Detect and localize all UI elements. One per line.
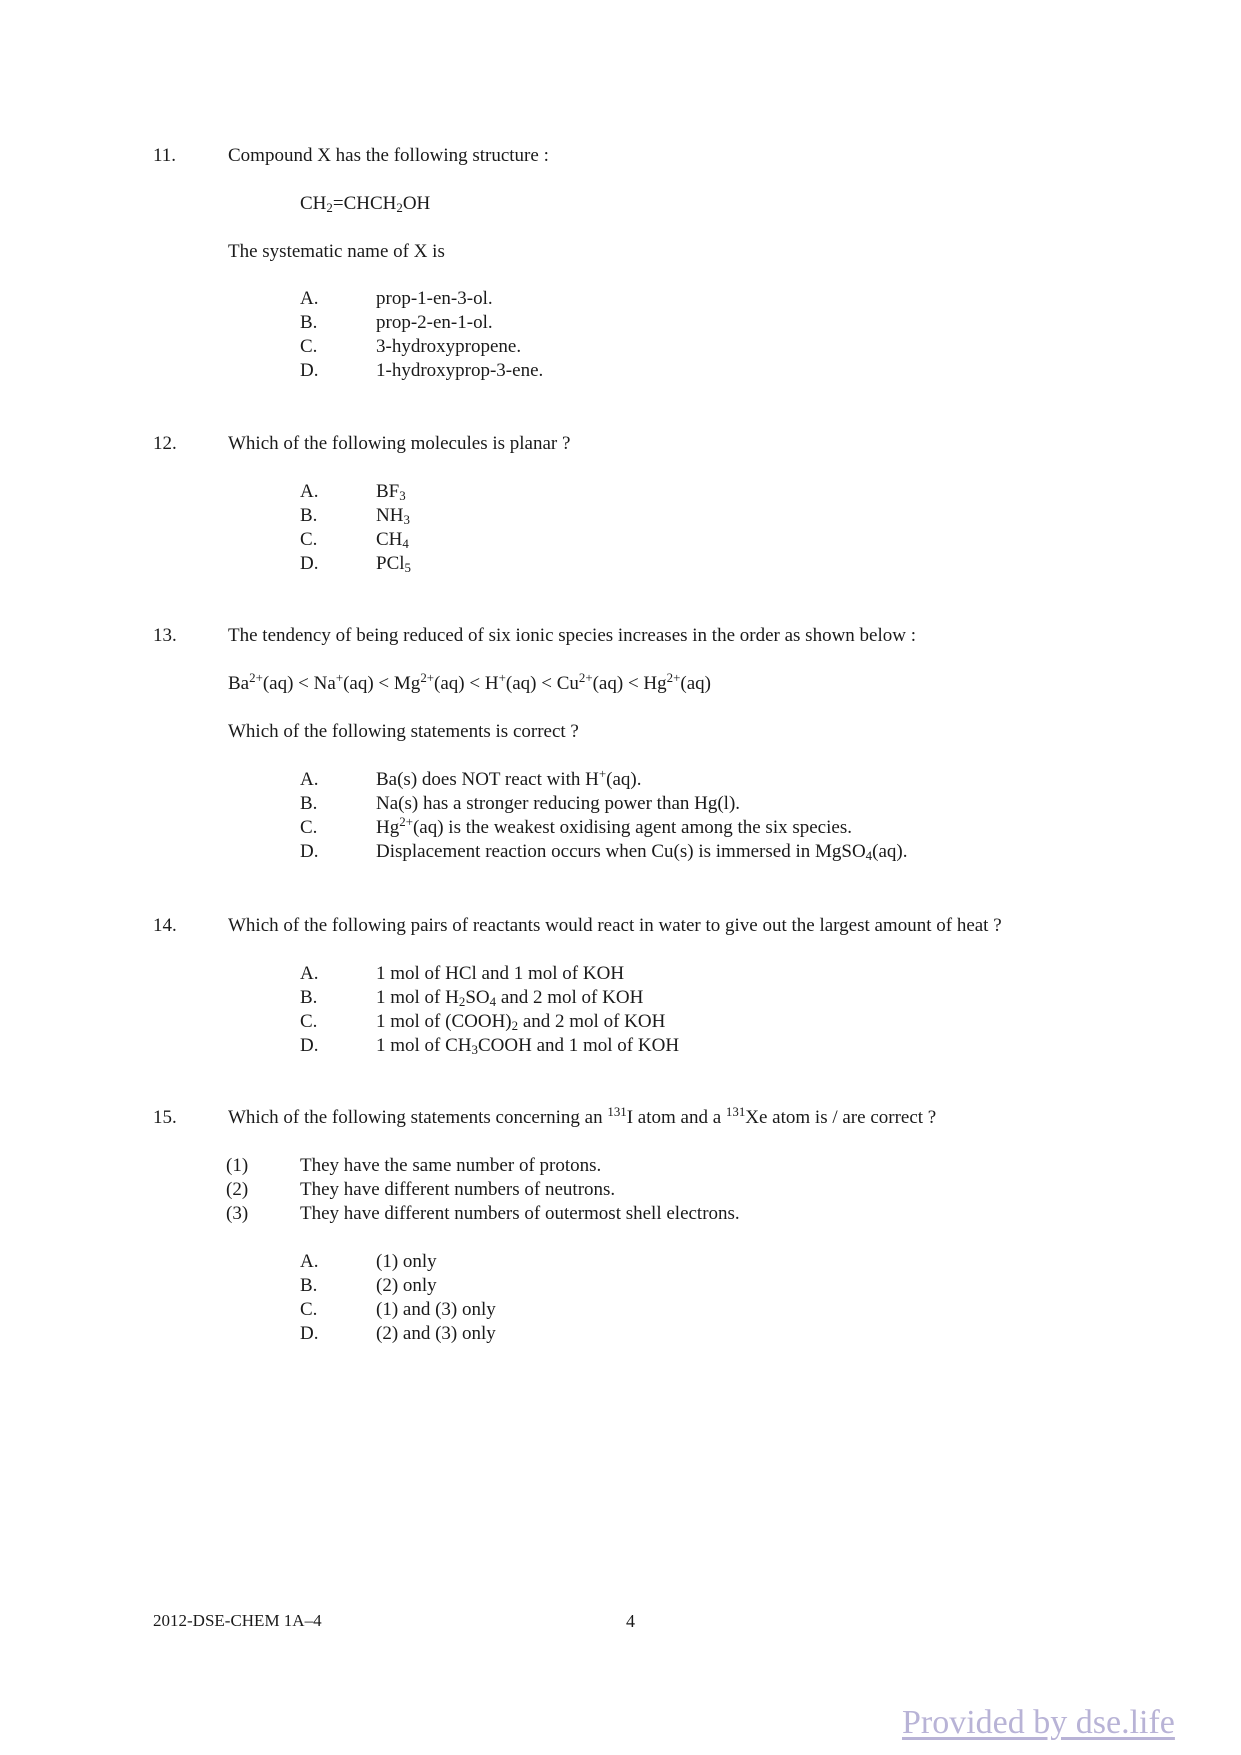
question-number: 11. — [153, 145, 177, 166]
question-prompt: Which of the following statements is correct ? — [228, 721, 579, 742]
question-prompt: The systematic name of X is — [228, 241, 445, 262]
option-a: prop-1-en-3-ol. — [376, 288, 493, 309]
option-letter: C. — [300, 529, 318, 550]
option-c: $Hg^{2+}(aq)$ is the weakest oxidising agent among the six species. — [376, 813, 852, 838]
option-letter: A. — [300, 288, 319, 309]
option-d: Displacement reaction occurs when Cu(s) is immersed in MgSO$_4$(aq). — [376, 841, 908, 864]
option-c: 3-hydroxypropene. — [376, 336, 522, 357]
option-c: $CH_4$ — [376, 529, 409, 552]
option-a: $BF_3$ — [376, 481, 406, 504]
option-c: (1) and (3) only — [376, 1299, 496, 1320]
statement-number: (1) — [226, 1155, 249, 1176]
option-letter: B. — [300, 312, 318, 333]
paper-code: 2012-DSE-CHEM 1A–4 — [153, 1611, 322, 1630]
option-d: 1 mol of $CH_3COOH$ and 1 mol of KOH — [376, 1035, 680, 1058]
option-a: Ba(s) does NOT react with H+(aq). — [376, 765, 642, 790]
question-stem: The tendency of being reduced of six ionic species increases in the order as shown below : — [228, 625, 916, 646]
option-c: 1 mol of $(COOH)_2$ and 2 mol of KOH — [376, 1011, 666, 1034]
option-letter: D. — [300, 1323, 319, 1344]
ionic-series: $Ba^{2+}(aq) < Na^+(aq) < Mg^{2+}(aq) < H^+(aq) < Cu^{2+}(aq) < Hg^{2+}(aq)$ — [228, 669, 711, 694]
option-b: Na(s) has a stronger reducing power than Hg(l). — [376, 793, 741, 814]
question-stem: Which of the following statements concerning an $^{131}$I atom and a $^{131}$Xe atom is / are correct ? — [228, 1103, 937, 1128]
option-letter: B. — [300, 987, 318, 1008]
option-b: prop-2-en-1-ol. — [376, 312, 493, 333]
option-letter: C. — [300, 336, 318, 357]
option-letter: B. — [300, 1275, 318, 1296]
option-letter: A. — [300, 1251, 319, 1272]
statement-1: They have the same number of protons. — [300, 1155, 602, 1176]
statement-2: They have different numbers of neutrons. — [300, 1179, 616, 1200]
structural-formula: $CH_2=CHCH_2OH$ — [300, 193, 431, 216]
option-d: PCl$_5$ — [376, 553, 411, 576]
option-letter: C. — [300, 1299, 318, 1320]
option-letter: B. — [300, 505, 318, 526]
option-b: $NH_3$ — [376, 505, 410, 528]
page-number: 4 — [626, 1611, 635, 1631]
option-letter: A. — [300, 769, 319, 790]
option-letter: C. — [300, 817, 318, 838]
question-number: 13. — [153, 625, 177, 646]
option-letter: B. — [300, 793, 318, 814]
statement-3: They have different numbers of outermost shell electrons. — [300, 1203, 740, 1224]
option-letter: A. — [300, 963, 319, 984]
option-letter: C. — [300, 1011, 318, 1032]
option-b: (2) only — [376, 1275, 437, 1296]
option-d: 1-hydroxyprop-3-ene. — [376, 360, 544, 381]
watermark-link[interactable]: Provided by dse.life — [902, 1704, 1175, 1741]
question-number: 12. — [153, 433, 177, 454]
option-a: (1) only — [376, 1251, 437, 1272]
option-letter: A. — [300, 481, 319, 502]
statement-number: (2) — [226, 1179, 249, 1200]
option-b: 1 mol of $H_2SO_4$ and 2 mol of KOH — [376, 987, 644, 1010]
question-stem: Compound X has the following structure : — [228, 145, 549, 166]
option-letter: D. — [300, 1035, 319, 1056]
option-letter: D. — [300, 360, 319, 381]
option-a: 1 mol of HCl and 1 mol of KOH — [376, 963, 625, 984]
statement-number: (3) — [226, 1203, 249, 1224]
question-stem: Which of the following molecules is planar ? — [228, 433, 571, 454]
question-number: 14. — [153, 915, 177, 936]
option-letter: D. — [300, 553, 319, 574]
option-letter: D. — [300, 841, 319, 862]
option-d: (2) and (3) only — [376, 1323, 496, 1344]
question-stem: Which of the following pairs of reactants would react in water to give out the largest amount of heat ? — [228, 915, 1002, 936]
question-number: 15. — [153, 1107, 177, 1128]
